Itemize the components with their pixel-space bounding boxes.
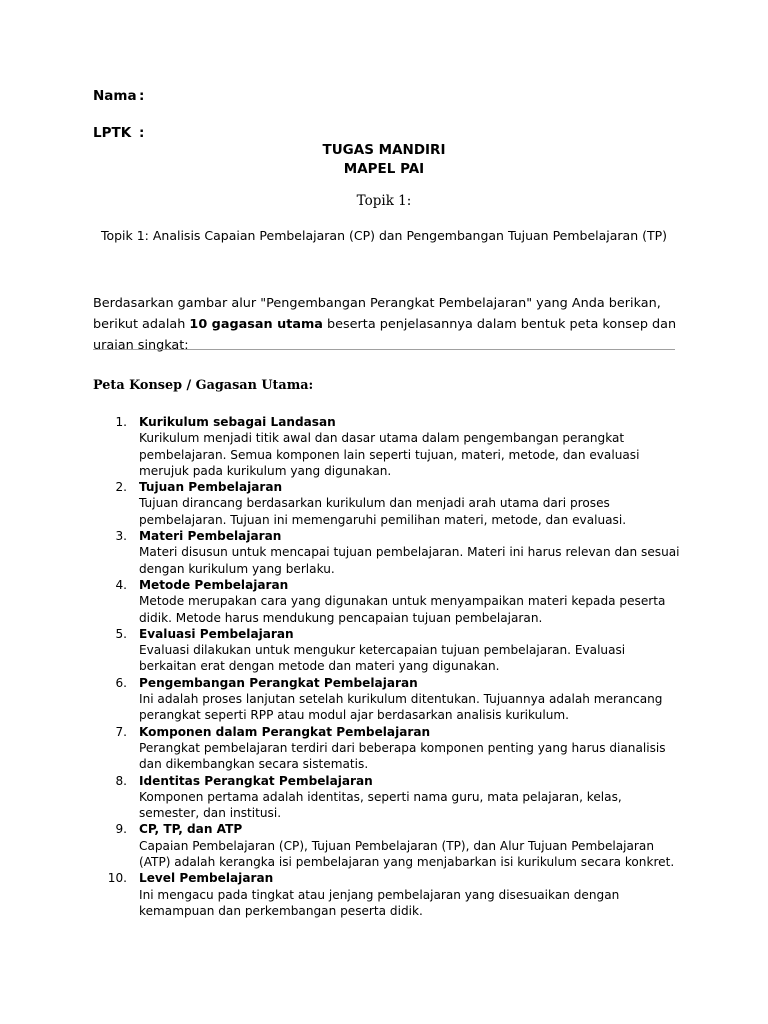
nama-field	[93, 88, 145, 104]
list-item-title: Pengembangan Perangkat Pembelajaran	[139, 675, 418, 690]
list-item	[93, 773, 683, 822]
list-item-title: Identitas Perangkat Pembelajaran	[139, 773, 373, 788]
list-item	[93, 577, 683, 626]
list-item	[93, 675, 683, 724]
lptk-label: LPTK	[93, 125, 132, 141]
list-item-number: 8.	[115, 773, 127, 788]
list-item-description: Ini mengacu pada tingkat atau jenjang pembelajaran yang disesuaikan dengan kemampuan dan perkembangan peserta didik.	[139, 887, 620, 918]
topic-subtitle: Topik 1: Analisis Capaian Pembelajaran (CP) dan Pengembangan Tujuan Pembelajaran (TP)	[100, 228, 668, 243]
list-item-description: Kurikulum menjadi titik awal dan dasar utama dalam pengembangan perangkat pembelajaran. Semua komponen lain seperti tujuan, materi, metode, dan evaluasi merujuk pada kurikulum yang digunakan.	[139, 431, 640, 478]
intro-text-bold: 10 gagasan utama	[189, 317, 323, 332]
topic-label: Topik 1:	[356, 193, 412, 209]
list-item-description: Komponen pertama adalah identitas, seperti nama guru, mata pelajaran, kelas, semester, dan institusi.	[139, 789, 622, 821]
list-item-description: Capaian Pembelajaran (CP), Tujuan Pembelajaran (TP), dan Alur Tujuan Pembelajaran (ATP) adalah kerangka isi pembelajaran yang menjabarkan isi kurikulum secara konkret.	[139, 838, 675, 870]
list-item-title: Kurikulum sebagai Landasan	[139, 415, 336, 429]
list-item-description: Evaluasi dilakukan untuk mengukur ketercapaian tujuan pembelajaran. Evaluasi berkaitan erat dengan metode dan materi yang digunakan.	[139, 643, 626, 674]
document-title: TUGAS MANDIRI	[322, 142, 446, 158]
list-item	[93, 870, 683, 919]
list-item	[93, 479, 683, 528]
list-item	[93, 724, 683, 773]
list-item-number: 6.	[115, 675, 127, 690]
section-heading: Peta Konsep / Gagasan Utama:	[93, 378, 314, 393]
list-item-number: 9.	[115, 822, 127, 837]
list-item-description: Ini adalah proses lanjutan setelah kurikulum ditentukan. Tujuannya adalah merancang perangkat seperti RPP atau modul ajar berdasarkan analisis kurikulum.	[139, 692, 663, 723]
list-item	[93, 414, 683, 479]
list-item-number: 1.	[115, 415, 127, 429]
list-item	[93, 821, 683, 870]
list-item-title: Evaluasi Pembelajaran	[139, 626, 294, 641]
list-item-title: Level Pembelajaran	[139, 871, 274, 886]
list-item-description: Perangkat pembelajaran terdiri dari beberapa komponen penting yang harus dianalisis dan dikembangkan secara sistematis.	[139, 740, 666, 772]
list-item-description: Metode merupakan cara yang digunakan untuk menyampaikan materi kepada peserta didik. Metode harus mendukung pencapaian tujuan pembelajaran.	[139, 594, 666, 625]
list-item-number: 5.	[115, 626, 127, 641]
list-item-description: Tujuan dirancang berdasarkan kurikulum dan menjadi arah utama dari proses pembelajaran. Tujuan ini memengaruhi pemilihan materi, metode, dan evaluasi.	[139, 496, 627, 527]
document-subject: MAPEL PAI	[343, 161, 425, 177]
list-item-number: 10.	[107, 871, 127, 886]
list-item-number: 3.	[115, 529, 127, 544]
lptk-field	[93, 125, 145, 141]
list-item-title: Komponen dalam Perangkat Pembelajaran	[139, 724, 431, 739]
nama-colon: :	[139, 88, 145, 104]
lptk-colon: :	[139, 125, 145, 141]
list-item-number: 4.	[115, 577, 127, 592]
intro-text-after: beserta penjelasannya dalam bentuk peta konsep dan uraian singkat:	[93, 317, 677, 353]
list-item	[93, 626, 683, 675]
horizontal-divider	[93, 349, 675, 350]
ideas-list	[93, 414, 683, 919]
list-item-number: 7.	[115, 724, 127, 739]
list-item-title: Materi Pembelajaran	[139, 529, 282, 544]
list-item	[93, 528, 683, 577]
intro-text-before: Berdasarkan gambar alur "Pengembangan Perangkat Pembelajaran" yang Anda berikan, berikut adalah	[93, 296, 661, 332]
intro-paragraph	[93, 293, 683, 356]
list-item-title: Metode Pembelajaran	[139, 577, 289, 592]
list-item-description: Materi disusun untuk mencapai tujuan pembelajaran. Materi ini harus relevan dan sesuai dengan kurikulum yang berlaku.	[139, 545, 680, 576]
nama-label: Nama	[93, 88, 137, 104]
list-item-number: 2.	[115, 480, 127, 495]
list-item-title: Tujuan Pembelajaran	[139, 480, 283, 495]
list-item-title: CP, TP, dan ATP	[139, 822, 243, 837]
